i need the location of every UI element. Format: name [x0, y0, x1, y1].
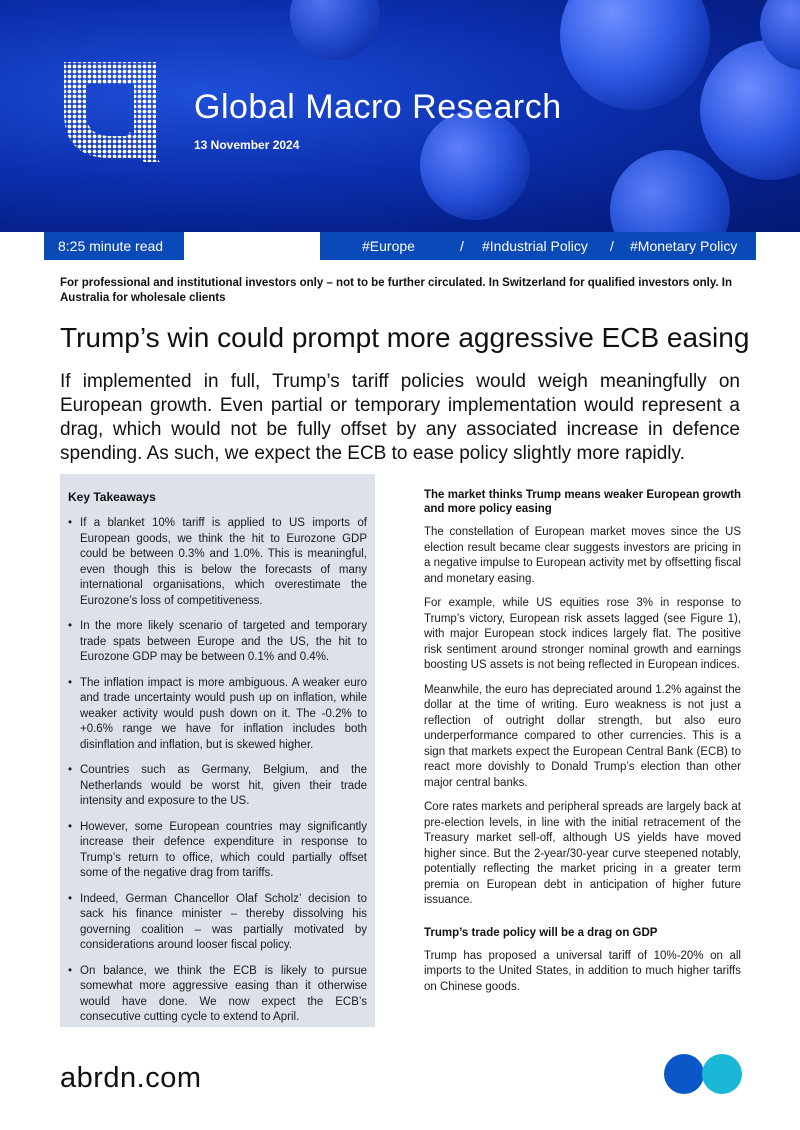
section-heading-market: The market thinks Trump means weaker European growth and more policy easing	[424, 489, 741, 515]
abrdn-logo-icon	[52, 54, 168, 170]
report-series-title: Global Macro Research	[194, 88, 562, 126]
tag-industrial-policy[interactable]: #Industrial Policy	[482, 238, 588, 254]
article-standfirst: If implemented in full, Trump’s tariff policies would weigh meaningfully on European growth. Even partial or temporary implementation would represent a drag, which would not be fully offset by any associated increase in defence spending. As such, we expect the ECB to ease policy slightly more rapidly.	[60, 371, 740, 464]
tag-separator: /	[610, 238, 614, 254]
takeaway-text: However, some European countries may significantly increase their defence expenditure in response to Trump’s return to office, which could partially offset some of the negative drag from tariffs.	[80, 820, 367, 879]
key-takeaways-list	[68, 516, 367, 1026]
bullet-icon: •	[68, 676, 73, 689]
body-paragraph: The constellation of European market moves since the US election result became clear suggests investors are pricing in a negative impulse to European activity met by offsetting fiscal and monetary easing.	[424, 526, 741, 585]
hero-banner	[0, 0, 800, 232]
body-paragraph: Meanwhile, the euro has depreciated around 1.2% against the dollar at the time of writing. Euro weakness is not just a reflection of outright dollar strength, but also euro underperformance compared to other currencies. This is a sign that markets expect the European Central Bank (ECB) to react more dovishly to Donald Trump’s election than other major central banks.	[424, 683, 741, 789]
bullet-icon: •	[68, 964, 73, 977]
tag-europe[interactable]: #Europe	[362, 238, 415, 254]
investor-disclaimer: For professional and institutional investors only – not to be further circulated. In Switzerland for qualified investors only. In Australia for wholesale clients	[60, 277, 732, 304]
brand-circle-icon	[702, 1054, 742, 1094]
body-paragraph: For example, while US equities rose 3% in response to Trump’s victory, European risk assets lagged (see Figure 1), with major European stock indices largely flat. The positive risk sentiment around stronger nominal growth and earnings boosting US assets is not being reflected in European indices.	[424, 597, 741, 671]
takeaway-text: Countries such as Germany, Belgium, and the Netherlands would be worst hit, given their trade intensity and exposure to the US.	[80, 764, 367, 807]
list-item	[68, 964, 367, 1026]
takeaway-text: The inflation impact is more ambiguous. A weaker euro and trade uncertainty would push up on inflation, while weaker activity would push down on it. The -0.2% to +0.6% range we have for inflation includes both disinflation and inflation, but is skewed higher.	[80, 676, 367, 751]
key-takeaways-box	[60, 474, 375, 1027]
bullet-icon: •	[68, 620, 73, 632]
body-paragraph: Trump has proposed a universal tariff of 10%-20% on all imports to the United States, in addition to much higher tariffs on Chinese goods.	[424, 949, 741, 993]
takeaway-text: On balance, we think the ECB is likely to pursue somewhat more aggressive easing than it otherwise would have done. We now expect the ECB’s consecutive cutting cycle to extend to April.	[80, 964, 367, 1023]
footer-brand-url[interactable]: abrdn.com	[60, 1062, 202, 1094]
publication-date: 13 November 2024	[194, 138, 300, 152]
bullet-icon: •	[68, 892, 73, 905]
list-item	[68, 676, 367, 754]
article-headline: Trump’s win could prompt more aggressive ECB easing	[60, 322, 750, 353]
read-time-badge: 8:25 minute read	[44, 232, 184, 260]
decorative-sphere	[290, 0, 380, 60]
tag-separator: /	[460, 238, 464, 254]
bullet-icon: •	[68, 820, 73, 833]
section-heading-trade-policy: Trump’s trade policy will be a drag on GDP	[424, 926, 658, 939]
body-paragraph: Core rates markets and peripheral spreads are largely back at pre-election levels, in line with the initial retracement of the Treasury market sell-off, although US yields have moved higher since. But the 2-year/30-year curve steepened notably, potentially reflecting the market pricing in a greater term premia on European debt in anticipation of higher future issuance.	[424, 801, 741, 906]
tag-monetary-policy[interactable]: #Monetary Policy	[630, 238, 738, 254]
takeaway-text: Indeed, German Chancellor Olaf Scholz’ decision to sack his finance minister – thereby dissolving his governing coalition – was partially motivated by considerations around looser fiscal policy.	[80, 892, 367, 951]
list-item	[68, 516, 367, 609]
decorative-sphere	[610, 150, 730, 232]
bullet-icon: •	[68, 764, 73, 776]
tag-bar	[0, 232, 800, 260]
list-item	[68, 763, 367, 810]
takeaway-text: In the more likely scenario of targeted and temporary trade spats between Europe and the US, the hit to Eurozone GDP may be between 0.1% and 0.4%.	[80, 620, 367, 663]
brand-circle-icon	[664, 1054, 704, 1094]
decorative-sphere	[560, 0, 710, 110]
article-body	[424, 488, 741, 1004]
list-item	[68, 892, 367, 954]
bullet-icon: •	[68, 517, 73, 529]
list-item	[68, 820, 367, 882]
topic-tags	[320, 232, 756, 260]
list-item	[68, 619, 367, 666]
key-takeaways-title: Key Takeaways	[68, 490, 156, 504]
takeaway-text: If a blanket 10% tariff is applied to US imports of European goods, we think the hit to Eurozone GDP could be between 0.3% and 1.0%. This is meaningful, even though this is below the forecasts of many international organisations, which overestimate the Eurozone’s loss of competitiveness.	[80, 517, 367, 607]
